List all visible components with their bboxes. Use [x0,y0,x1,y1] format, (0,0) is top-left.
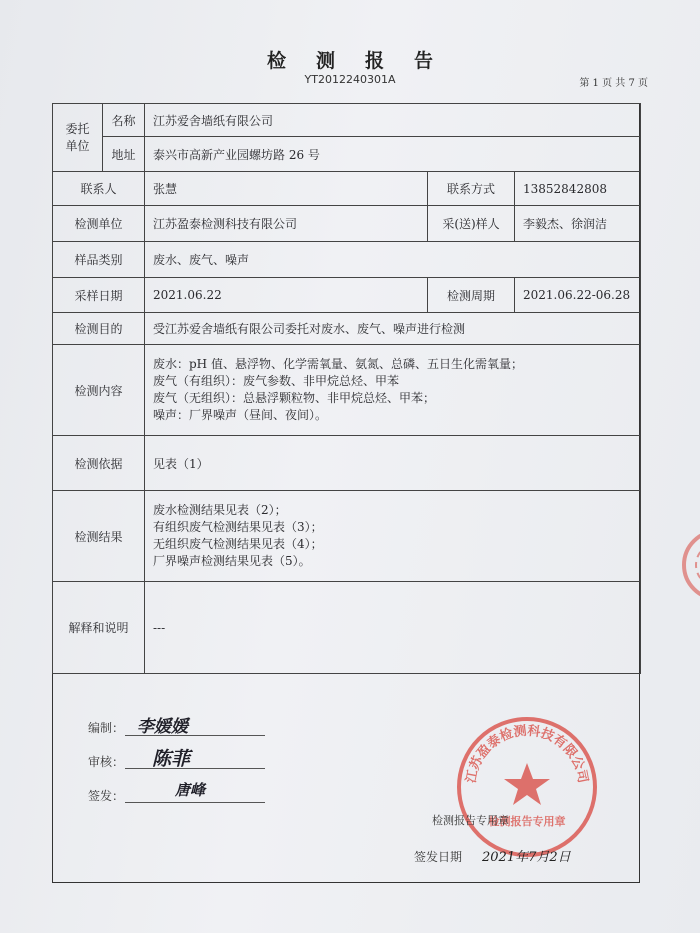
prepared-signature: 李媛媛 [137,717,188,737]
purpose-row [53,313,641,345]
seal-purpose-text: 检测报告专用章 [488,815,566,828]
notes-row [53,582,641,674]
reviewed-line [125,768,265,769]
sample-type-row [53,242,641,278]
results-label: 检测结果 [53,491,145,582]
basis-value: 见表（1） [145,436,641,491]
client-group-label: 委托 单位 [53,104,103,172]
client-name-label: 名称 [103,104,145,137]
sampler-label: 采(送)样人 [428,206,515,242]
results-line: 无组织废气检测结果见表（4）； [153,537,323,551]
issued-line [125,802,265,803]
results-line: 有组织废气检测结果见表（3）； [153,520,323,534]
sampling-row [53,278,641,313]
results-row [53,491,641,582]
content-value [145,345,641,436]
client-address-row [53,137,641,172]
issued-signature: 唐峰 [175,781,206,799]
client-name-row [53,104,641,137]
seal-company-text: 江苏盈泰检测科技有限公司 [463,723,591,785]
content-line: 废气（无组织）：总悬浮颗粒物、非甲烷总烃、甲苯； [153,391,436,405]
issued-label: 签发： [88,789,125,803]
contact-value: 张慧 [145,172,428,206]
content-label: 检测内容 [53,345,145,436]
client-address-label: 地址 [103,137,145,172]
results-value [145,491,641,582]
seal-caption: 检测报告专用章 [432,814,509,827]
notes-value: --- [145,582,641,674]
page-title: 检测报告 [266,50,463,72]
testing-period-value: 2021.06.22-06.28 [515,278,641,313]
results-line: 废水检测结果见表（2）； [153,503,287,517]
prepared-label: 编制： [88,721,125,735]
notes-label: 解释和说明 [53,582,145,674]
results-line: 厂界噪声检测结果见表（5）。 [153,554,311,568]
client-name-value: 江苏爱舍墙纸有限公司 [145,104,641,137]
page-indicator: 第 1 页 共 7 页 [579,78,648,89]
contact-method-label: 联系方式 [428,172,515,206]
sampler-value: 李毅杰、徐润洁 [515,206,641,242]
contact-row [53,172,641,206]
sampling-date-value: 2021.06.22 [145,278,428,313]
testing-unit-row [53,206,641,242]
issue-date-label: 签发日期 [414,850,463,864]
content-line: 废水：pH 值、悬浮物、化学需氧量、氨氮、总磷、五日生化需氧量； [153,357,523,371]
report-table [52,103,641,674]
sample-type-value: 废水、废气、噪声 [145,242,641,278]
issue-date-value: 2021年7月2日 [482,850,571,865]
purpose-label: 检测目的 [53,313,145,345]
purpose-value: 受江苏爱舍墙纸有限公司委托对废水、废气、噪声进行检测 [145,313,641,345]
basis-row [53,436,641,491]
contact-method-value: 13852842808 [515,172,641,206]
sampling-date-label: 采样日期 [53,278,145,313]
content-line: 废气（有组织）：废气参数、非甲烷总烃、甲苯 [153,374,400,388]
reviewed-signature: 陈菲 [152,748,191,770]
content-line: 噪声：厂界噪声（昼间、夜间）。 [153,408,328,422]
sample-type-label: 样品类别 [53,242,145,278]
contact-label: 联系人 [53,172,145,206]
edge-seal-icon [680,480,700,650]
testing-unit-label: 检测单位 [53,206,145,242]
content-row [53,345,641,436]
company-seal-icon [453,713,601,861]
basis-label: 检测依据 [53,436,145,491]
reviewed-label: 审核： [88,755,125,769]
testing-period-label: 检测周期 [428,278,515,313]
testing-unit-value: 江苏盈泰检测科技有限公司 [145,206,428,242]
report-number: YT2012240301A [304,73,396,86]
client-address-value: 泰兴市高新产业园螺坊路 26 号 [145,137,641,172]
